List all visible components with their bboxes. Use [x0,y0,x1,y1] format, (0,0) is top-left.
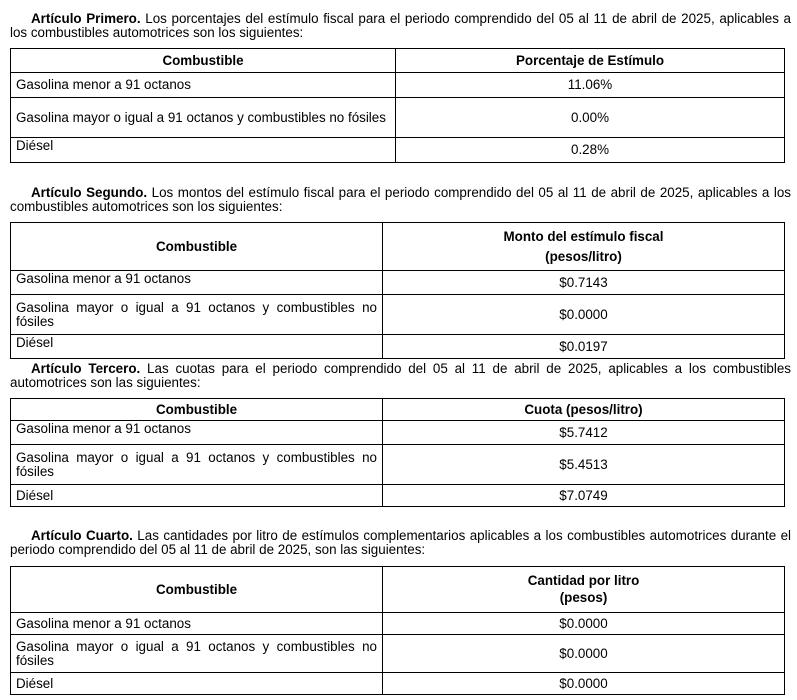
header-combustible: Combustible [11,399,383,421]
estimulos-complementarios-table [10,566,785,695]
table-row [11,635,785,673]
row-label: Gasolina menor a 91 octanos [11,271,383,295]
table-row [11,445,785,485]
row-value: $5.7412 [383,421,785,445]
articulo-primero-paragraph [10,12,791,40]
row-value: $0.0000 [383,295,785,335]
row-label: Diésel [11,485,383,507]
header-combustible: Combustible [11,49,396,73]
row-label: Gasolina menor a 91 octanos [11,613,383,635]
table-row [11,98,785,138]
articulo-primero-text: Los porcentajes del estímulo fiscal para el periodo comprendido del 05 al 11 de abril de 2025, aplicables a los combustibles automotrices son los siguientes: [10,11,791,40]
header-porcentaje-estimulo: Porcentaje de Estímulo [396,49,785,73]
articulo-cuarto-title: Artículo Cuarto. [31,528,133,543]
row-value: 11.06% [396,73,785,98]
header-monto-line1: Monto del estímulo fiscal [503,228,664,244]
articulo-segundo-title: Artículo Segundo. [31,185,148,200]
header-combustible: Combustible [11,223,383,271]
row-label: Gasolina mayor o igual a 91 octanos y combustibles no fósiles [11,295,383,335]
header-monto-line2: (pesos/litro) [545,248,622,264]
table-header-row [11,567,785,613]
row-value: $7.0749 [383,485,785,507]
header-cantidad-line1: Cantidad por litro [527,573,640,588]
row-value: $0.7143 [383,271,785,295]
row-label: Gasolina menor a 91 octanos [11,421,383,445]
row-label: Gasolina mayor o igual a 91 octanos y combustibles no fósiles [11,98,396,138]
articulo-cuarto-text: Las cantidades por litro de estímulos complementarios aplicables a los combustibles automotrices durante el periodo comprendido del 05 al 11 de abril de 2025, son las siguientes: [10,528,791,557]
row-label: Diésel [11,138,396,163]
row-label: Diésel [11,335,383,359]
table-row [11,73,785,98]
articulo-tercero-paragraph [10,362,791,390]
estimulo-monto-table [10,222,785,359]
table-header-row [11,49,785,73]
cuotas-table [10,398,785,507]
header-cuota: Cuota (pesos/litro) [383,399,785,421]
row-value: $0.0000 [383,613,785,635]
header-combustible: Combustible [11,567,383,613]
estimulo-porcentaje-table [10,48,785,163]
header-cantidad-line2: (pesos) [559,590,608,605]
articulo-segundo-text: Los montos del estímulo fiscal para el periodo comprendido del 05 al 11 de abril de 2025, aplicables a los combustibles automotrices son los siguientes: [10,185,791,214]
table-row [11,295,785,335]
table-header-row [11,223,785,271]
header-monto-estimulo [383,223,785,271]
table-row [11,485,785,507]
row-value: 0.28% [396,138,785,163]
table-row [11,138,785,163]
row-value: $0.0000 [383,673,785,695]
row-label: Diésel [11,673,383,695]
row-value: $5.4513 [383,445,785,485]
articulo-segundo-paragraph [10,186,791,214]
articulo-primero-title: Artículo Primero. [31,11,141,26]
row-label: Gasolina menor a 91 octanos [11,73,396,98]
row-value: $0.0197 [383,335,785,359]
articulo-cuarto-paragraph [10,529,791,557]
articulo-tercero-title: Artículo Tercero. [31,361,141,376]
table-row [11,673,785,695]
table-row [11,613,785,635]
table-row [11,271,785,295]
articulo-tercero-text: Las cuotas para el periodo comprendido del 05 al 11 de abril de 2025, aplicables a los combustibles automotrices son las siguientes: [10,361,791,390]
table-row [11,335,785,359]
row-label: Gasolina mayor o igual a 91 octanos y combustibles no fósiles [11,445,383,485]
header-cantidad-litro [383,567,785,613]
row-value: $0.0000 [383,635,785,673]
row-value: 0.00% [396,98,785,138]
row-label: Gasolina mayor o igual a 91 octanos y combustibles no fósiles [11,635,383,673]
table-header-row [11,399,785,421]
table-row [11,421,785,445]
